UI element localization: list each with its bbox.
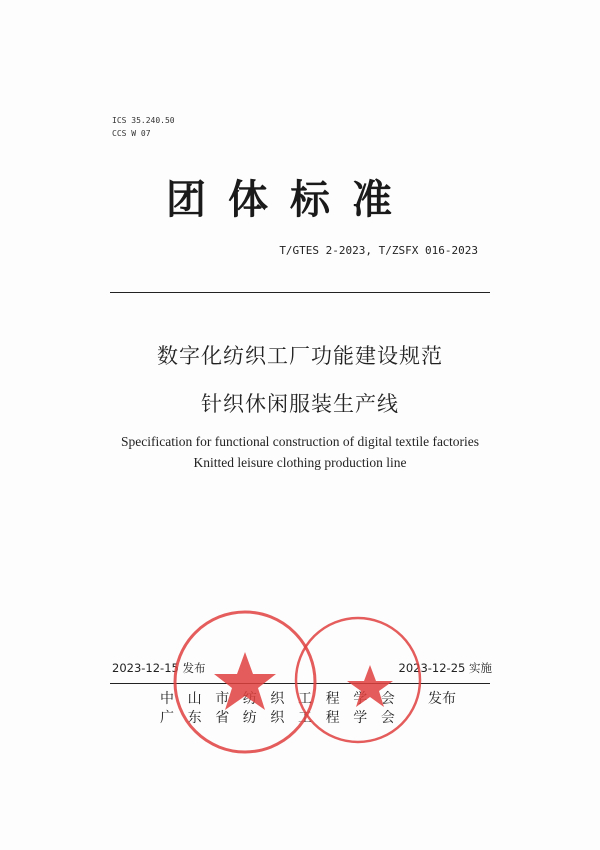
standard-type-title: 团体标准 — [166, 177, 414, 223]
issue-date: 2023-12-15 发布 — [112, 661, 206, 675]
publisher-2: 广东省纺织工程学会 — [160, 710, 409, 726]
left-seal — [175, 612, 315, 752]
star-icon — [347, 665, 393, 707]
star-icon — [214, 652, 276, 710]
publisher-1: 中山市纺织工程学会 — [160, 691, 409, 707]
effective-date: 2023-12-25 实施 — [398, 661, 492, 675]
title-cn-line2: 针织休闲服装生产线 — [201, 392, 399, 416]
publish-label: 发布 — [428, 691, 456, 707]
ics-code: ICS 35.240.50 — [112, 116, 175, 125]
standard-number: T/GTES 2-2023, T/ZSFX 016-2023 — [279, 244, 478, 257]
title-cn-line1: 数字化纺织工厂功能建设规范 — [157, 344, 443, 368]
title-en-line2: Knitted leisure clothing production line — [193, 455, 407, 470]
title-en-line1: Specification for functional construction of digital textile factories — [120, 434, 479, 449]
ccs-code: CCS W 07 — [112, 129, 151, 138]
